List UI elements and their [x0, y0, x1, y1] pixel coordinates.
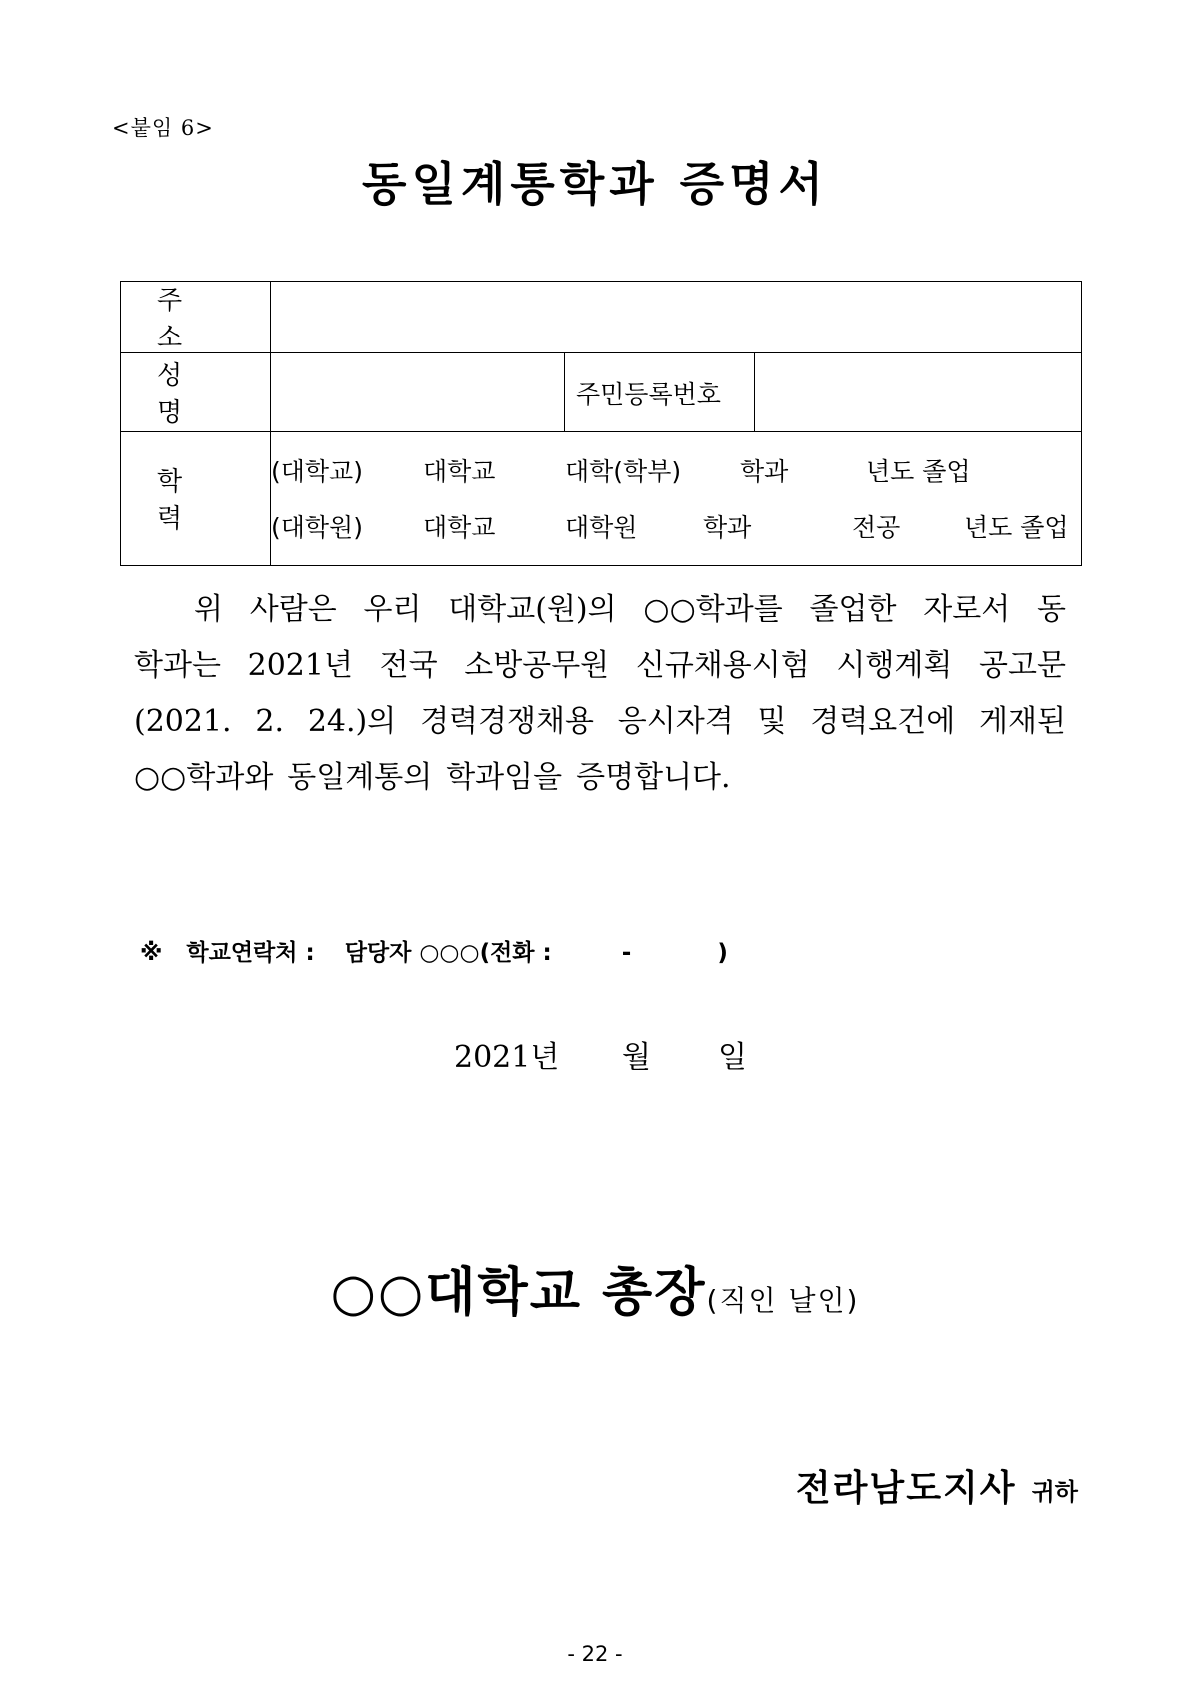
recipient-name: 전라남도지사 [795, 1468, 1017, 1509]
word: (2021. [134, 704, 232, 739]
word: 사람은 [249, 592, 337, 627]
word: 소방공무원 [464, 648, 610, 683]
edu-cell: 대학(학부) [565, 457, 682, 486]
rrn-label: 주민등록번호 [576, 380, 721, 409]
word: 학과는 [134, 648, 221, 683]
edu-cell: 년도 졸업 [866, 457, 971, 486]
word: 2021년 [247, 648, 353, 683]
address-label: 주소 [157, 286, 219, 353]
date-day: 일 [718, 1040, 747, 1075]
date-year: 2021년 [454, 1040, 560, 1075]
word: 증명합니다. [576, 760, 731, 795]
word: 게재된 [979, 704, 1066, 739]
paragraph-line [134, 750, 1066, 806]
contact-person: 담당자 ○○○(전화 : [344, 940, 552, 966]
certification-paragraph [134, 582, 1066, 806]
word: ○○학과와 [134, 760, 274, 795]
word: 졸업한 [809, 592, 897, 627]
seal-note: (직인 날인) [706, 1284, 860, 1317]
date-month: 월 [622, 1040, 651, 1075]
edu-cell: 년도 졸업 [964, 513, 1069, 542]
word: 경력경쟁채용 [420, 704, 594, 739]
edu-cell: 대학원 [565, 513, 638, 542]
page-number: - 22 - [567, 1642, 623, 1666]
edu-cell: 전공 [852, 513, 901, 542]
word: 2. [255, 704, 285, 739]
word: 시행계획 [836, 648, 953, 683]
applicant-info-table [120, 281, 1082, 566]
word: 학과임을 [446, 760, 563, 795]
word: 24.)의 [307, 704, 397, 739]
reference-mark: ※ [140, 940, 163, 966]
word: 응시자격 [617, 704, 734, 739]
recipient-honorific: 귀하 [1031, 1478, 1078, 1506]
phone-close: ) [717, 940, 728, 966]
word: 전국 [379, 648, 438, 683]
word: 위 [194, 592, 223, 627]
edu-cell: 대학교 [423, 457, 496, 486]
word: 공고문 [979, 648, 1066, 683]
paragraph-line [134, 694, 1066, 750]
word: 동 [1037, 592, 1066, 627]
school-contact-line [140, 934, 728, 967]
table-divider [564, 352, 565, 431]
paragraph-line [134, 582, 1066, 638]
name-label: 성명 [157, 360, 219, 428]
contact-label: 학교연락처 : [186, 940, 315, 966]
word: 우리 [363, 592, 422, 627]
word: 대학교(원)의 [448, 592, 617, 627]
word: 경력요건에 [810, 704, 956, 739]
word: 및 [757, 704, 787, 739]
word: 동일계통의 [287, 760, 433, 795]
word: ○○학과를 [643, 592, 783, 627]
edu-cell: 학과 [703, 513, 752, 542]
document-title: 동일계통학과 증명서 [362, 157, 828, 211]
word: 자로서 [923, 592, 1011, 627]
word: 신규채용시험 [635, 648, 810, 683]
recipient [796, 1460, 1078, 1511]
issuer-name: ○○대학교 총장 [330, 1263, 707, 1323]
issuer-signature [0, 1250, 1190, 1325]
paragraph-line [134, 638, 1066, 694]
edu-cell: (대학원) [271, 513, 363, 542]
edu-cell: 학과 [740, 457, 789, 486]
edu-cell: (대학교) [271, 457, 363, 486]
edu-cell: 대학교 [423, 513, 496, 542]
education-label: 학력 [157, 467, 219, 534]
annex-label: <붙임 6> [112, 116, 214, 140]
table-divider [754, 352, 755, 431]
phone-dash: - [621, 940, 632, 966]
